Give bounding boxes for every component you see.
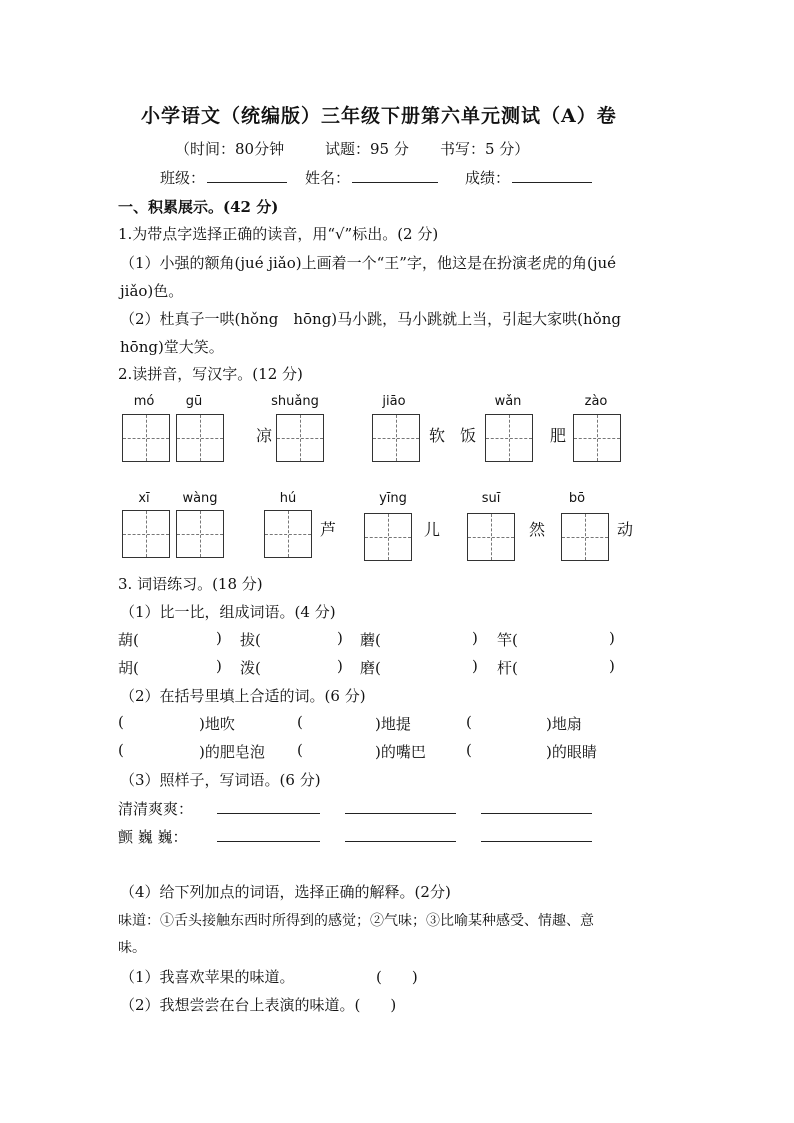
pinyin-label: zào [584,394,608,409]
pinyin-label: mó [133,394,155,409]
fill-cell: ( [118,741,124,759]
given-char: 肥 [550,426,567,445]
given-char: 饭 [460,426,477,445]
answer-line[interactable] [217,841,320,842]
q1-title: 1.为带点字选择正确的读音，用“√”标出。(2 分) [118,225,439,243]
fill-cell: )的肥皂泡 [199,743,265,761]
info-time: （时间：80分钟 [175,140,285,158]
tianzige-box[interactable] [372,414,420,462]
word-cell: ) [609,629,615,647]
definition-text: 味道：①舌头接触东西时所得到的感觉；②气味；③比喻某种感受、情趣、意 [118,913,594,929]
answer-line[interactable] [217,813,320,814]
word-cell: ) [472,657,478,675]
word-cell: 拔( [240,631,261,649]
pinyin-label: wàng [182,491,218,506]
fill-cell: ( [297,713,303,731]
q2-title: 2.读拼音，写汉字。(12 分) [118,365,303,383]
pinyin-label: jiāo [382,394,406,409]
q1-line3: （2）杜真子一哄(hǒng hōng)马小跳，马小跳就上当，引起大家哄(hǒng [120,310,621,328]
q3-part1-title: （1）比一比，组成词语。(4 分) [120,603,336,621]
given-char: 软 [429,426,446,445]
word-cell: ) [609,657,615,675]
name-label: 姓名： [305,169,351,187]
word-cell: 杆( [497,659,518,677]
tianzige-box[interactable] [485,414,533,462]
tianzige-box[interactable] [561,513,609,561]
fill-cell: )地扇 [546,715,582,733]
word-cell: ) [337,629,343,647]
sub-question: （1）我喜欢苹果的味道。 [120,968,295,986]
q3-part4-title: （4）给下列加点的词语，选择正确的解释。(2分) [120,883,451,901]
example-word: 颤 巍 巍： [118,828,188,846]
pinyin-label: wǎn [494,394,522,409]
tianzige-box[interactable] [364,513,412,561]
tianzige-box[interactable] [573,414,621,462]
pinyin-label: bō [568,491,586,506]
fill-cell: ( [466,713,472,731]
q3-part3-title: （3）照样子，写词语。(6 分) [120,771,321,789]
tianzige-box[interactable] [176,510,224,558]
fill-cell: )地提 [375,715,411,733]
word-cell: 磨( [360,659,381,677]
tianzige-box[interactable] [122,510,170,558]
word-cell: ) [472,629,478,647]
word-cell: 葫( [118,631,139,649]
pinyin-label: shuǎng [271,394,319,409]
tianzige-box[interactable] [176,414,224,462]
name-field[interactable] [352,182,438,183]
pinyin-label: hú [279,491,297,506]
fill-cell: ( [297,741,303,759]
section1-heading: 一、积累展示。(42 分) [118,198,279,216]
word-cell: ) [216,657,222,675]
tianzige-box[interactable] [264,510,312,558]
given-char: 动 [617,520,634,539]
pinyin-label: yīng [379,491,407,506]
q3-part2-title: （2）在括号里填上合适的词。(6 分) [120,687,366,705]
class-label: 班级： [160,169,206,187]
info-score: 试题：95 分 [325,140,409,158]
answer-line[interactable] [345,813,456,814]
answer-line[interactable] [481,813,592,814]
pinyin-label: suī [481,491,501,506]
tianzige-box[interactable] [122,414,170,462]
q1-line2: jiǎo)色。 [120,282,184,300]
fill-cell: ( [466,741,472,759]
class-field[interactable] [207,182,287,183]
page-title: 小学语文（统编版）三年级下册第六单元测试（A）卷 [141,105,617,127]
given-char: 儿 [424,520,441,539]
grade-field[interactable] [512,182,592,183]
given-char: 然 [529,520,546,539]
sub-question: （2）我想尝尝在台上表演的味道。( ) [120,996,397,1014]
q3-title: 3. 词语练习。(18 分) [118,575,263,593]
word-cell: 竿( [497,631,518,649]
q1-line4: hōng)堂大笑。 [120,338,224,356]
given-char: 凉 [256,426,273,445]
word-cell: 泼( [240,659,261,677]
fill-cell: )的眼睛 [546,743,597,761]
example-word: 清清爽爽： [118,800,194,818]
tianzige-box[interactable] [467,513,515,561]
q1-line1: （1）小强的额角(jué jiǎo)上画着一个“王”字，他这是在扮演老虎的角(jué [120,254,617,272]
word-cell: 蘑( [360,631,381,649]
word-cell: 胡( [118,659,139,677]
grade-label: 成绩： [465,169,511,187]
answer-line[interactable] [481,841,592,842]
definition-text: 味。 [118,940,146,956]
info-write: 书写：5 分） [440,140,530,158]
word-cell: ) [337,657,343,675]
answer-line[interactable] [345,841,456,842]
pinyin-label: gū [185,394,203,409]
answer-paren[interactable]: ( ) [376,968,418,986]
fill-cell: ( [118,713,124,731]
word-cell: ) [216,629,222,647]
pinyin-label: xī [138,491,150,506]
given-char: 芦 [320,520,337,539]
tianzige-box[interactable] [276,414,324,462]
fill-cell: )地吹 [199,715,235,733]
fill-cell: )的嘴巴 [375,743,426,761]
